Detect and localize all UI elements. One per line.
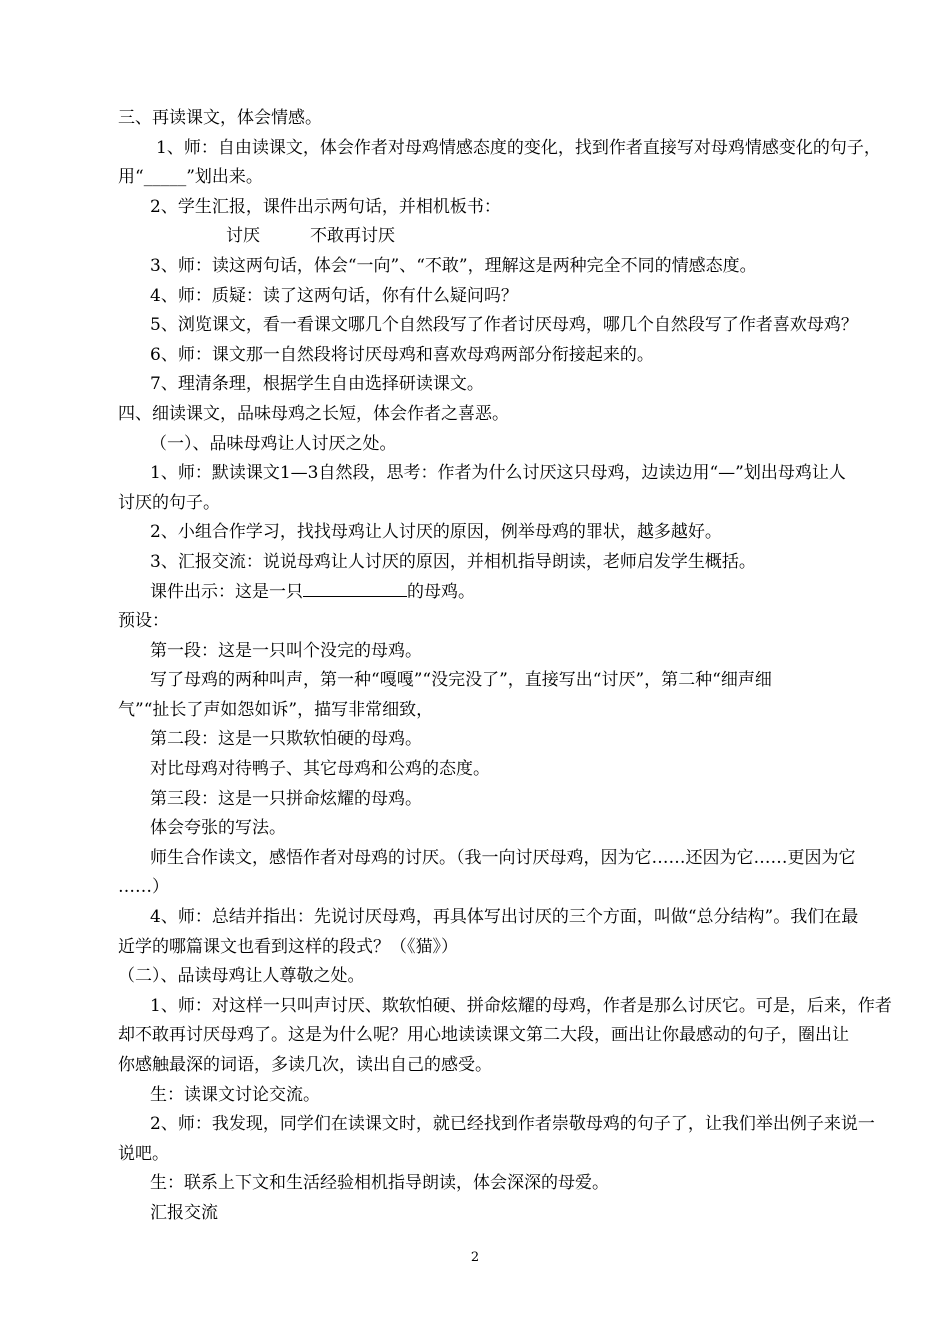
heading-section-3: 三、再读课文，体会情感。	[118, 108, 322, 128]
courseware-prefix: 课件出示：这是一只	[150, 581, 303, 602]
paragraph-line: 3、汇报交流：说说母鸡让人讨厌的原因，并相机指导朗读，老师启发学生概括。	[150, 551, 756, 572]
page-number: 2	[470, 1250, 480, 1265]
paragraph-line: 2、学生汇报，课件出示两句话，并相机板书：	[150, 196, 501, 217]
paragraph-line: 2、小组合作学习，找找母鸡让人讨厌的原因，例举母鸡的罪状，越多越好。	[150, 522, 722, 543]
paragraph-line: 用“_____”划出来。	[118, 167, 263, 188]
fill-blank	[303, 580, 407, 597]
paragraph-line: 却不敢再讨厌母鸡了。这是为什么呢？用心地读读课文第二大段，画出让你最感动的句子，圈出让	[118, 1025, 849, 1046]
paragraph-line: 2、师：我发现，同学们在读课文时，就已经找到作者崇敬母鸡的句子了，让我们举出例子来说一	[150, 1114, 875, 1135]
paragraph-line: 7、理清条理，根据学生自由选择研读课文。	[150, 374, 484, 395]
paragraph-line: 近学的哪篇课文也看到这样的段式？（《猫》）	[118, 936, 458, 957]
paragraph-line: 讨厌的句子。	[118, 492, 220, 513]
paragraph-line: ……）	[118, 877, 169, 898]
paragraph-line: 师生合作读文，感悟作者对母鸡的讨厌。（我一向讨厌母鸡，因为它……还因为它……更因为它	[150, 847, 856, 868]
paragraph-line: 对比母鸡对待鸭子、其它母鸡和公鸡的态度。	[150, 759, 490, 780]
paragraph-line: 体会夸张的写法。	[150, 818, 286, 839]
paragraph-line: 1、师：默读课文1—3自然段，思考：作者为什么讨厌这只母鸡，边读边用“—”划出母鸡让人	[150, 463, 846, 484]
paragraph-line: 生：读课文讨论交流。	[150, 1084, 320, 1105]
paragraph-line: 生：联系上下文和生活经验相机指导朗读，体会深深的母爱。	[150, 1173, 609, 1194]
paragraph-line: 气”“扯长了声如怨如诉”，描写非常细致，	[118, 699, 434, 720]
board-left: 讨厌	[226, 226, 260, 247]
paragraph-line: 6、师：课文那一自然段将讨厌母鸡和喜欢母鸡两部分衔接起来的。	[150, 344, 654, 365]
paragraph-line: 第一段：这是一只叫个没完的母鸡。	[150, 640, 422, 661]
paragraph-line: 说吧。	[118, 1143, 169, 1164]
board-right: 不敢再讨厌	[310, 226, 395, 247]
paragraph-line: 4、师：总结并指出：先说讨厌母鸡，再具体写出讨厌的三个方面，叫做“总分结构”。我们在最	[150, 907, 859, 928]
subheading: （二）、品读母鸡让人尊敬之处。	[118, 966, 365, 987]
courseware-line	[118, 578, 838, 608]
paragraph-line: 1、师：对这样一只叫声讨厌、欺软怕硬、拼命炫耀的母鸡，作者是那么讨厌它。可是，后来，作者	[150, 995, 892, 1016]
paragraph-line: 写了母鸡的两种叫声，第一种“嘎嘎”“没完没了”，直接写出“讨厌”，第二种“细声细	[150, 670, 772, 691]
paragraph-line: 4、师：质疑：读了这两句话，你有什么疑问吗？	[150, 285, 518, 306]
blackboard-notes	[118, 222, 838, 252]
paragraph-line: 1、师：自由读课文，体会作者对母鸡情感态度的变化，找到作者直接写对母鸡情感变化的句子，	[156, 137, 881, 158]
heading-section-4: 四、细读课文，品味母鸡之长短，体会作者之喜恶。	[118, 403, 509, 424]
paragraph-line: 5、浏览课文，看一看课文哪几个自然段写了作者讨厌母鸡，哪几个自然段写了作者喜欢母鸡？	[150, 315, 858, 336]
paragraph-line: 汇报交流	[150, 1202, 218, 1223]
paragraph-line: 3、师：读这两句话，体会“一向”、“不敢”，理解这是两种完全不同的情感态度。	[150, 255, 757, 276]
courseware-suffix: 的母鸡。	[407, 581, 475, 602]
preset-label: 预设：	[118, 611, 169, 632]
subheading: （一）、品味母鸡让人讨厌之处。	[150, 433, 397, 454]
paragraph-line: 你感触最深的词语，多读几次，读出自己的感受。	[118, 1055, 492, 1075]
paragraph-line: 第二段：这是一只欺软怕硬的母鸡。	[150, 729, 422, 750]
paragraph-line: 第三段：这是一只拼命炫耀的母鸡。	[150, 788, 422, 809]
